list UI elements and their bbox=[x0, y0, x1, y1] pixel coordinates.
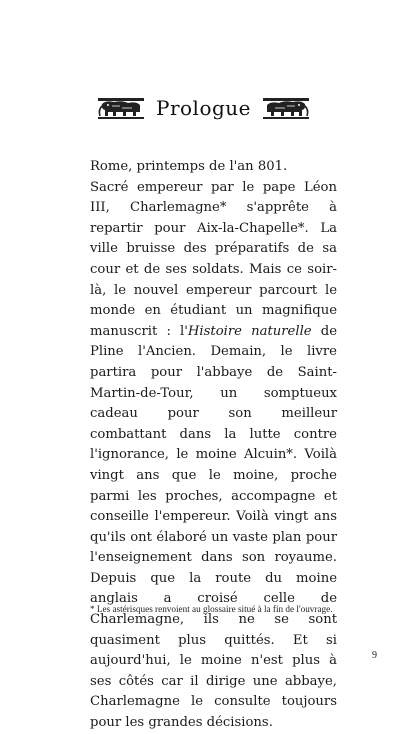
footnote: * Les astérisques renvoient au glossaire situé à la fin de l'ouvrage. bbox=[90, 604, 333, 614]
page-number: 9 bbox=[372, 650, 377, 661]
book-title-italic: Histoire naturelle bbox=[187, 323, 312, 339]
text-run: de Pline l'Ancien. Demain, le livre partira pour l'abbaye de Saint-Martin-de-Tour, un somptueux cadeau pour son meilleur combattant dans la lutte contre l'ignorance, le moine Alcuin*. Voilà vingt ans que le moine, proche parmi les proches, accompagne et conseille l'empereur. Voilà vingt ans qu'ils ont élaboré un vaste plan pour l'enseignement dans son royaume. Depuis que la route du moine anglais a croisé celle de Charlemagne, ils ne se sont quasiment plus quittés. Et si aujourd'hui, le moine n'est plus à ses côtés car il dirige une abbaye, Charlemagne le consulte toujours pour les grandes décisions. bbox=[90, 323, 337, 731]
paragraph-main bbox=[90, 178, 337, 734]
elephant-ornament-icon bbox=[261, 96, 311, 120]
body-text bbox=[90, 157, 337, 734]
chapter-title: Prologue bbox=[155, 96, 251, 120]
paragraph-opening: Rome, printemps de l'an 801. bbox=[90, 159, 288, 174]
elephant-ornament-icon bbox=[96, 96, 146, 120]
text-run: Sacré empereur par le pape Léon III, Charlemagne* s'apprête à repartir pour Aix-la-Chapelle*. La ville bruisse des préparatifs de sa cour et de ses soldats. Mais ce soir-là, le nouvel empereur parcourt le monde en étudiant un magnifique manuscrit : l' bbox=[90, 179, 337, 339]
chapter-header bbox=[0, 94, 407, 122]
